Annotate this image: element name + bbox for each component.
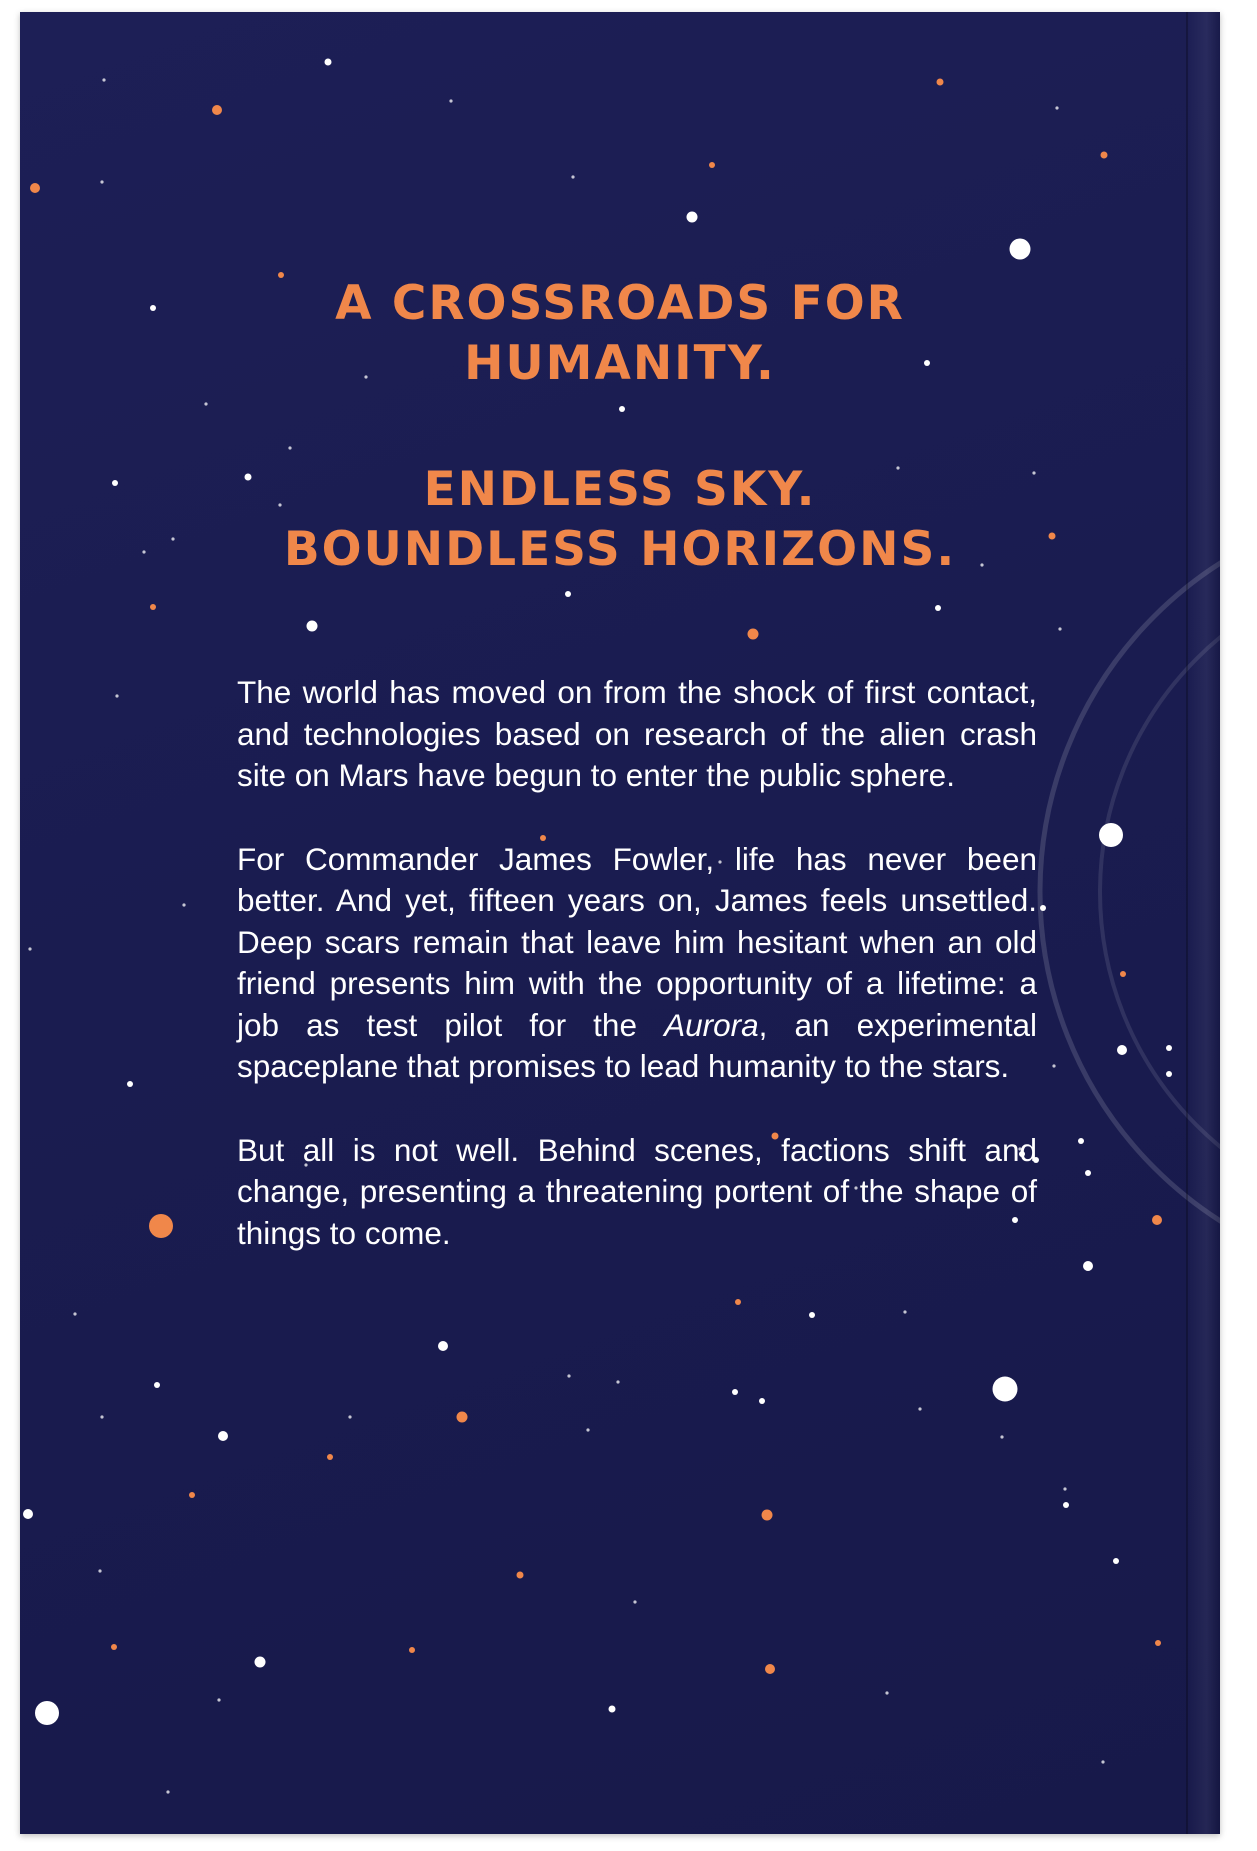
headline-endless-sky xyxy=(20,460,1220,580)
spaceplane-name: Aurora xyxy=(664,1006,759,1043)
blurb-paragraph-2 xyxy=(237,839,1037,1088)
blurb-text xyxy=(237,672,1037,1296)
blurb-paragraph-1: The world has moved on from the shock of first contact, and technologies based on research of the alien crash site on Mars have begun to enter the public sphere. xyxy=(237,674,1037,793)
blurb-paragraph-2-end: , an experimental spaceplane that promises to lead humanity to the stars. xyxy=(237,1006,1037,1084)
blurb-paragraph-2-start: For Commander James Fowler, life has never been better. And yet, fifteen years on, James feels unsettled. Deep scars remain that leave him hesitant when an old friend presents him with the opportunity of a lifetime: a job as test pilot for the xyxy=(237,840,1037,1043)
headline-line-4: BOUNDLESS HORIZONS. xyxy=(283,522,957,577)
headline-crossroads xyxy=(20,274,1220,394)
book-back-cover xyxy=(20,12,1220,1834)
blurb-paragraph-3: But all is not well. Behind scenes, factions shift and change, presenting a threatening portent of the shape of things to come. xyxy=(237,1131,1037,1251)
headline-line-3: ENDLESS SKY. xyxy=(423,462,817,517)
headline-line-1: A CROSSROADS FOR xyxy=(335,276,905,331)
headline-line-2: HUMANITY. xyxy=(464,336,776,391)
